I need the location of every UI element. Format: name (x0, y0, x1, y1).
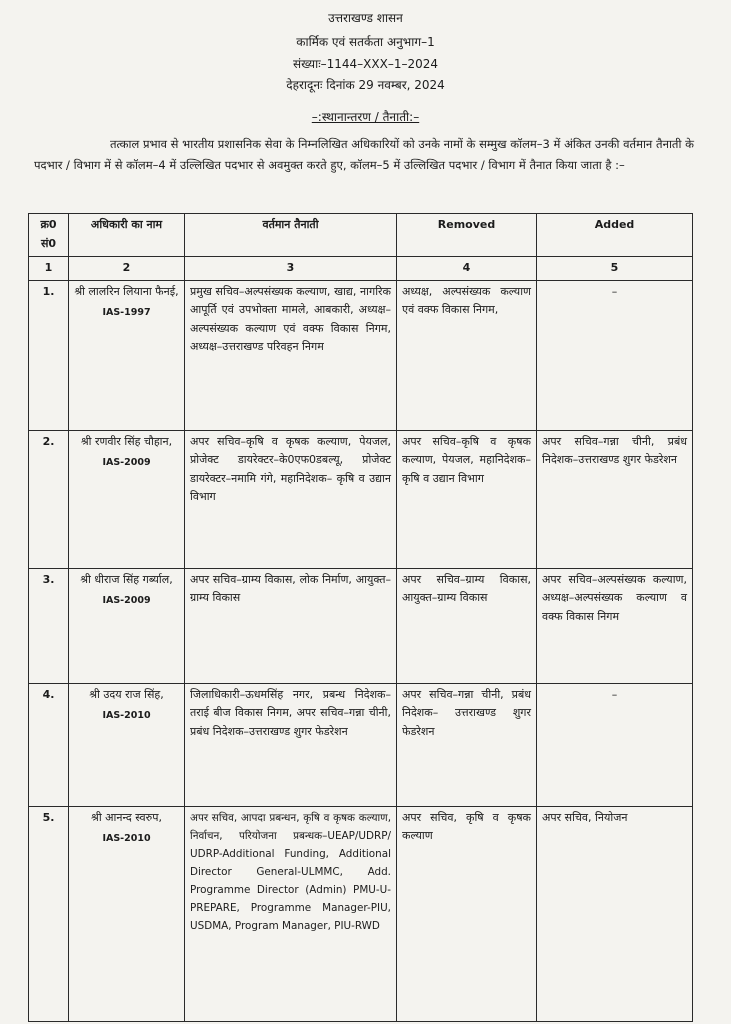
table-row (29, 568, 693, 683)
officer-name: श्री आनन्द स्वरुप, (91, 810, 162, 824)
officer-cell (69, 683, 185, 806)
removed-posting: अपर सचिव–ग्राम्य विकास, आयुक्त–ग्राम्य विकास (397, 568, 537, 683)
officer-name: श्री लालरिन लियाना फैनई, (74, 284, 179, 298)
col-number: 2 (69, 257, 185, 281)
transfer-table (28, 213, 693, 1022)
current-posting: जिलाधिकारी–ऊधमसिंह नगर, प्रबन्ध निदेशक–तराई बीज विकास निगम, अपर सचिव–गन्ना चीनी, प्रबंध निदेशक–उत्तराखण्ड शुगर फेडरेशन (185, 683, 397, 806)
department-name: कार्मिक एवं सतर्कता अनुभाग–1 (296, 35, 435, 49)
table-row (29, 806, 693, 1021)
intro-text: तत्काल प्रभाव से भारतीय प्रशासनिक सेवा के निम्नलिखित अधिकारियों को उनके नामों के सम्मुख कॉलम–3 में अंकित उनकी वर्तमान तैनाती के पदभार / विभाग में से कॉलम–4 में उल्लिखित पदभार से अवमुक्त करते हुए, कॉलम–5 में उल्लिखित पदभार / विभाग में तैनात किया जाता है :– (34, 137, 694, 172)
added-posting: – (537, 280, 693, 430)
current-posting: अपर सचिव–ग्राम्य विकास, लोक निर्माण, आयुक्त–ग्राम्य विकास (185, 568, 397, 683)
officer-batch: IAS-2009 (102, 457, 151, 468)
header-current-posting: वर्तमान तैनाती (185, 214, 397, 257)
officer-batch: IAS-2010 (102, 710, 151, 721)
added-posting: अपर सचिव, नियोजन (537, 806, 693, 1021)
officer-cell (69, 568, 185, 683)
removed-posting: अपर सचिव, कृषि व कृषक कल्याण (397, 806, 537, 1021)
officer-name: श्री रणवीर सिंह चौहान, (80, 434, 173, 448)
header-removed: Removed (397, 214, 537, 257)
table-header-row (29, 214, 693, 257)
table-row (29, 280, 693, 430)
officer-batch: IAS-2009 (102, 595, 151, 606)
removed-posting: अपर सचिव–कृषि व कृषक कल्याण, पेयजल, महानिदेशक– कृषि व उद्यान विभाग (397, 430, 537, 568)
place-date-text: देहरादूनः दिनांक 29 नवम्बर, 2024 (286, 78, 445, 92)
added-posting: – (537, 683, 693, 806)
header-sno: क्र0 सं0 (29, 214, 69, 257)
intro-paragraph (34, 134, 694, 176)
removed-posting: अपर सचिव–गन्ना चीनी, प्रबंध निदेशक– उत्तराखण्ड शुगर फेडरेशन (397, 683, 537, 806)
officer-cell (69, 280, 185, 430)
row-sno: 4. (29, 683, 69, 806)
subject-line (0, 109, 731, 125)
column-number-row (29, 257, 693, 281)
col-number: 5 (537, 257, 693, 281)
added-posting: अपर सचिव–गन्ना चीनी, प्रबंध निदेशक–उत्तराखण्ड शुगर फेडरेशन (537, 430, 693, 568)
header-added: Added (537, 214, 693, 257)
officer-name: श्री उदय राज सिंह, (89, 687, 164, 701)
row-sno: 3. (29, 568, 69, 683)
header-officer-name: अधिकारी का नाम (69, 214, 185, 257)
current-posting: अपर सचिव, आपदा प्रबन्धन, कृषि व कृषक कल्याण, निर्वाचन, परियोजना प्रबन्धक–UEAP/UDRP/ UDRP-Additional Funding, Additional Director General-ULMMC, Add. Programme Director (Admin) PMU-U-PREPARE, Programme Manager-PIU, USDMA, Program Manager, PIU-RWD (185, 806, 397, 1021)
added-posting: अपर सचिव–अल्पसंख्यक कल्याण, अध्यक्ष–अल्पसंख्यक कल्याण व वक्फ विकास निगम (537, 568, 693, 683)
current-posting: अपर सचिव–कृषि व कृषक कल्याण, पेयजल, प्रोजेक्ट डायरेक्टर–के0एफ0डबल्यू, प्रोजेक्ट डायरेक्टर–नमामि गंगे, महानिदेशक– कृषि व उद्यान विभाग (185, 430, 397, 568)
removed-posting: अध्यक्ष, अल्पसंख्यक कल्याण एवं वक्फ विकास निगम, (397, 280, 537, 430)
row-sno: 1. (29, 280, 69, 430)
government-heading (0, 10, 731, 26)
col-number: 4 (397, 257, 537, 281)
row-sno: 2. (29, 430, 69, 568)
table-row (29, 430, 693, 568)
subject-text: –:स्थानान्तरण / तैनाती:– (311, 110, 420, 124)
officer-cell (69, 806, 185, 1021)
current-posting: प्रमुख सचिव–अल्पसंख्यक कल्याण, खाद्य, नागरिक आपूर्ति एवं उपभोक्ता मामले, आबकारी, अध्यक्ष– अल्पसंख्यक कल्याण एवं वक्फ विकास निगम, अध्यक्ष–उत्तराखण्ड परिवहन निगम (185, 280, 397, 430)
officer-cell (69, 430, 185, 568)
col-number: 3 (185, 257, 397, 281)
table-row (29, 683, 693, 806)
department-heading (0, 34, 731, 50)
govt-name: उत्तराखण्ड शासन (328, 11, 403, 25)
row-sno: 5. (29, 806, 69, 1021)
officer-name: श्री धीराज सिंह गर्ब्याल, (80, 572, 173, 586)
col-number: 1 (29, 257, 69, 281)
reference-number (0, 56, 731, 72)
officer-batch: IAS-2010 (102, 833, 151, 844)
place-date (0, 77, 731, 93)
reference-number-text: संख्याः–1144–XXX–1–2024 (293, 57, 438, 71)
officer-batch: IAS-1997 (102, 307, 151, 318)
